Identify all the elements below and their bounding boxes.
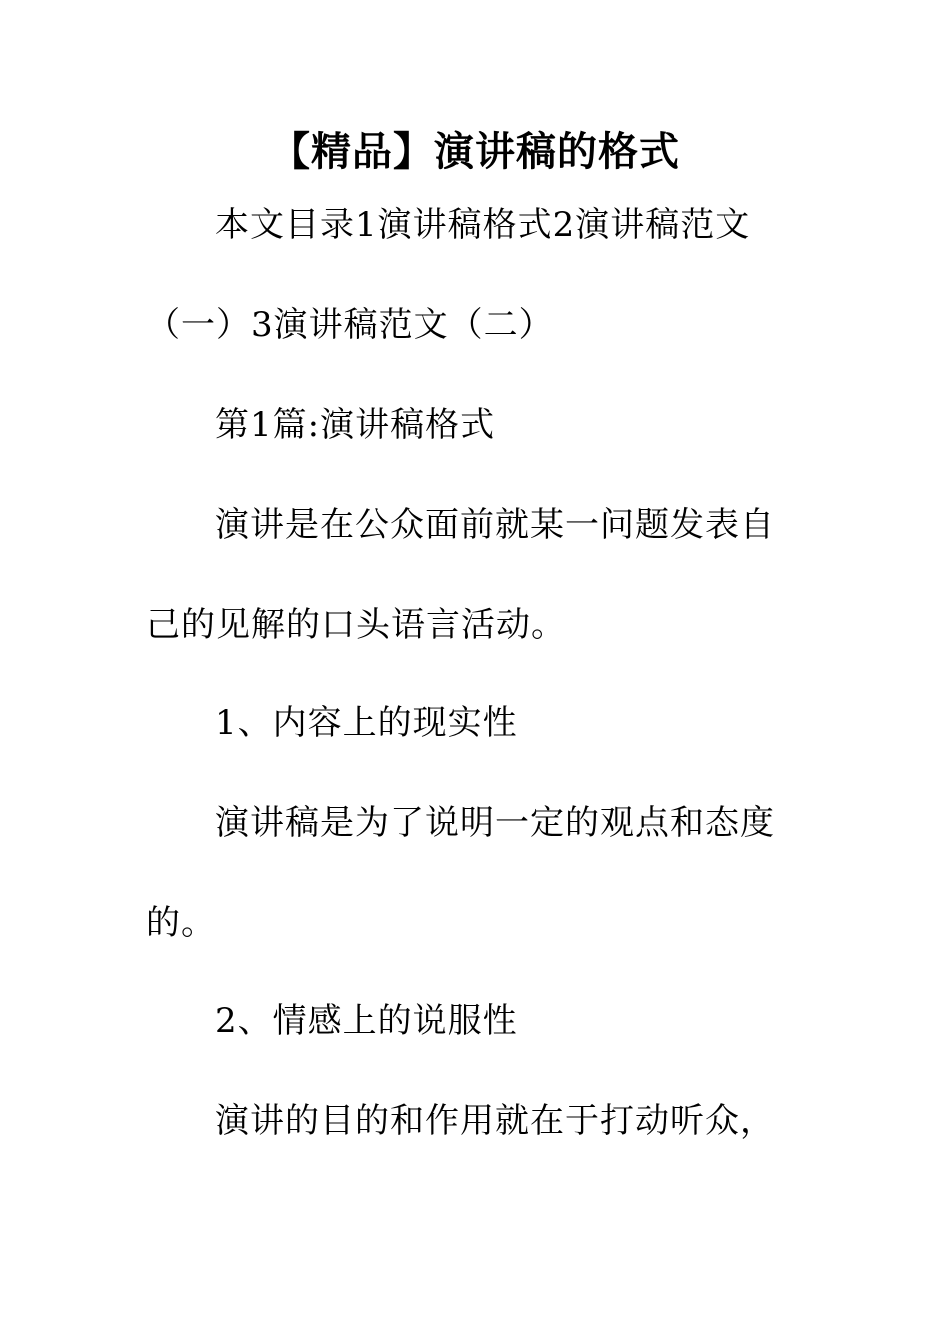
paragraph-line: 演讲的目的和作用就在于打动听众， bbox=[215, 1101, 775, 1141]
section-heading: 第1篇:演讲稿格式 bbox=[215, 405, 496, 445]
toc-line-2: （一）3演讲稿范文（二） bbox=[146, 305, 554, 345]
toc-line-1: 本文目录1演讲稿格式2演讲稿范文 bbox=[215, 205, 751, 245]
paragraph-line: 己的见解的口头语言活动。 bbox=[146, 605, 566, 645]
paragraph-line: 的。 bbox=[146, 903, 216, 943]
subheading: 1、内容上的现实性 bbox=[215, 703, 518, 743]
document-title: 【精品】演讲稿的格式 bbox=[270, 129, 680, 175]
paragraph-line: 演讲稿是为了说明一定的观点和态度 bbox=[215, 803, 775, 843]
subheading: 2、情感上的说服性 bbox=[215, 1001, 518, 1041]
paragraph-line: 演讲是在公众面前就某一问题发表自 bbox=[215, 505, 775, 545]
